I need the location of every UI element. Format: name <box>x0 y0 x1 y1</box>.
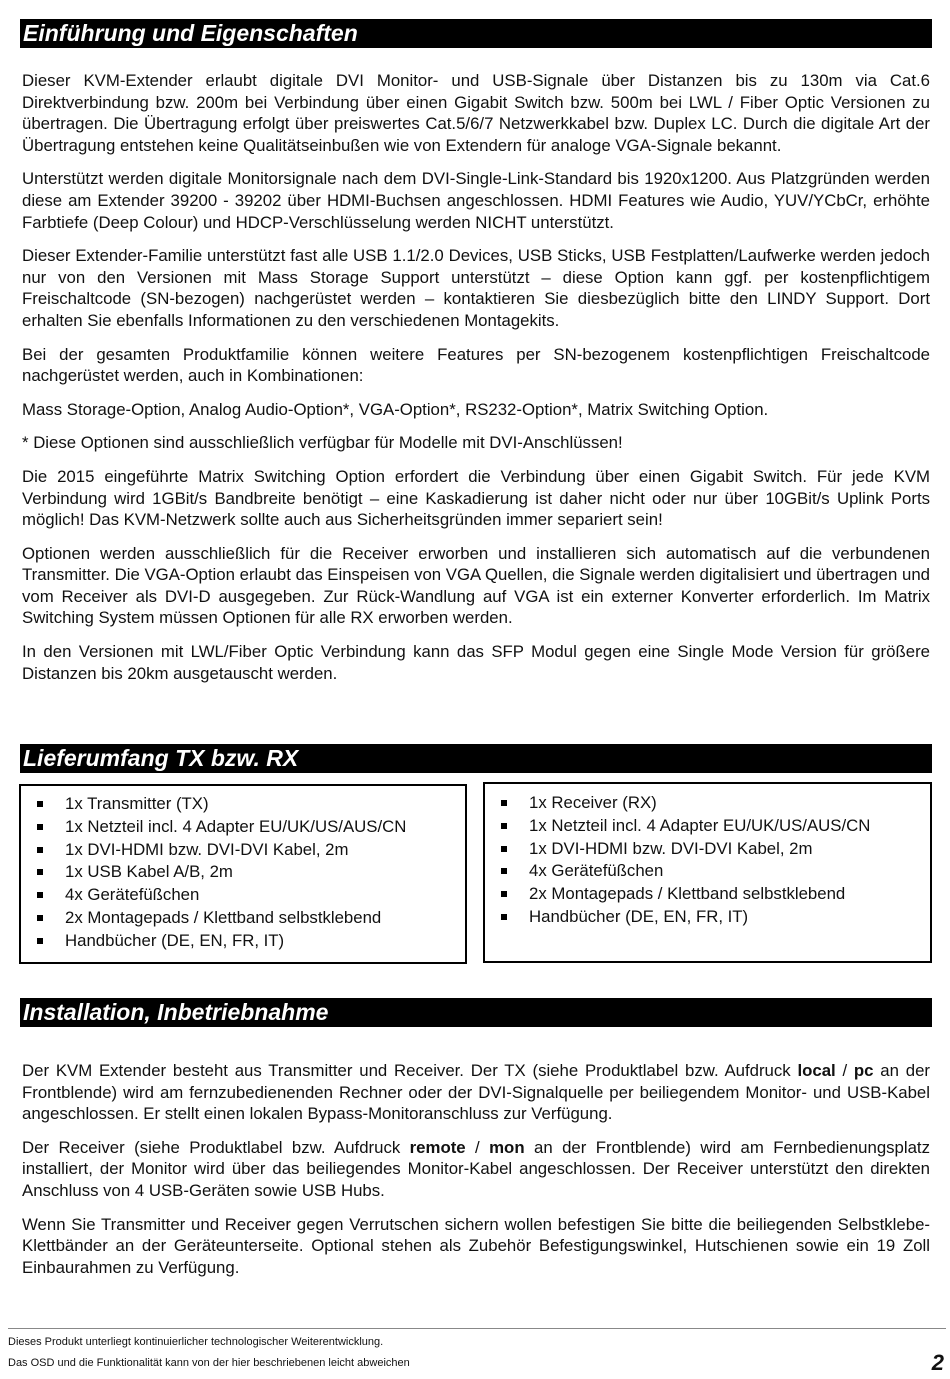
label-remote: remote <box>409 1137 466 1157</box>
paragraph: Optionen werden ausschließlich für die Receiver erworben und installieren sich automatisch auf die verbundenen Transmitter. Die VGA-Option erlaubt das Einspeisen von VGA Quellen, die Signale werden digitalisiert und übertragen und vom Receiver als DVI-D ausgegeben. Zur Rück-Wandlung auf VGA ist ein externer Konverter erforderlich. Im Matrix Switching System müssen Optionen für alle RX erworben werden. <box>22 543 930 628</box>
introduction-body <box>22 70 930 696</box>
list-item: 4x Gerätefüßchen <box>21 884 465 907</box>
paragraph: Bei der gesamten Produktfamilie können weitere Features per SN-bezogenem kostenpflichtigen Freischaltcode nachgerüstet werden, auch in Kombinationen: <box>22 344 930 386</box>
list-item: 1x DVI-HDMI bzw. DVI-DVI Kabel, 2m <box>21 839 465 862</box>
section-heading-installation: Installation, Inbetriebnahme <box>20 998 932 1027</box>
footer-note-1: Dieses Produkt unterliegt kontinuierlicher technologischer Weiterentwicklung. <box>8 1336 384 1348</box>
paragraph: Dieser Extender-Familie unterstützt fast alle USB 1.1/2.0 Devices, USB Sticks, USB Festplatten/Laufwerke werden jedoch nur von den Versionen mit Mass Storage Support unterstützt – diese Option kann ggf. per kostenpflichtigem Freischaltcode (SN-bezogen) nachgerüstet werden – kontaktieren Sie diesbezüglich bitte den LINDY Support. Dort erhalten Sie ebenfalls Informationen zu den verschiedenen Montagekits. <box>22 246 930 330</box>
list-item: 1x Receiver (RX) <box>485 792 930 815</box>
paragraph <box>22 1137 930 1202</box>
text-run: Der Receiver (siehe Produktlabel bzw. Aufdruck <box>22 1137 410 1157</box>
text-run: / <box>465 1137 490 1157</box>
rx-contents-list <box>485 792 930 929</box>
list-item: Handbücher (DE, EN, FR, IT) <box>485 906 930 929</box>
paragraph: * Diese Optionen sind ausschließlich verfügbar für Modelle mit DVI-Anschlüssen! <box>22 433 623 453</box>
rx-contents-box <box>483 782 932 963</box>
installation-body <box>22 1060 930 1290</box>
footer-note-2: Das OSD und die Funktionalität kann von der hier beschriebenen leicht abweichen <box>8 1357 410 1369</box>
paragraph: In den Versionen mit LWL/Fiber Optic Verbindung kann das SFP Modul gegen eine Single Mode Version für größere Distanzen bis 20km ausgetauscht werden. <box>22 642 930 683</box>
label-local: local <box>797 1061 836 1080</box>
list-item: 1x USB Kabel A/B, 2m <box>21 861 465 884</box>
label-pc: pc <box>853 1061 874 1080</box>
list-item: 2x Montagepads / Klettband selbstklebend <box>485 883 930 906</box>
text-run: / <box>835 1061 854 1080</box>
section-heading-package-contents: Lieferumfang TX bzw. RX <box>20 744 932 773</box>
text-run: an der Frontblende) wird am fernzubedienenden Rechner oder der DVI-Signalquelle per beiliegendem Monitor- und USB-Kabel angeschlossen. Er stellt einen lokalen Bypass-Monitoranschluss zur Verfügung. <box>22 1061 930 1124</box>
section-heading-introduction: Einführung und Eigenschaften <box>20 19 932 48</box>
paragraph: Wenn Sie Transmitter und Receiver gegen Verrutschen sichern wollen befestigen Sie bitte die beiliegenden Selbstklebe-Klettbänder an der Geräteunterseite. Optional stehen als Zubehör Befestigungswinkel, Hutschienen sowie ein 19 Zoll Einbaurahmen zu Verfügung. <box>22 1214 930 1277</box>
list-item: 2x Montagepads / Klettband selbstklebend <box>21 907 465 930</box>
page-number: 2 <box>931 1350 944 1375</box>
tx-contents-list <box>21 793 465 953</box>
paragraph: Die 2015 eingeführte Matrix Switching Option erfordert die Verbindung über einen Gigabit Switch. Für jede KVM Verbindung wird 1GBit/s Bandbreite benötigt – eine Kaskadierung ist daher nicht oder nur über 10GBit/s Uplink Ports möglich! Das KVM-Netzwerk sollte auch aus Sicherheitsgründen immer separiert sein! <box>22 466 930 530</box>
text-run: an der Frontblende) wird am Fernbedienungsplatz installiert, der Monitor wird über das beiliegendes Monitor-Kabel angeschlossen. Der Receiver unterstützt den direkten Anschluss von 4 USB-Geräten sowie USB Hubs. <box>22 1137 930 1200</box>
paragraph: Unterstützt werden digitale Monitorsignale nach dem DVI-Single-Link-Standard bis 1920x1200. Aus Platzgründen werden diese am Extender 39200 - 39202 über HDMI-Buchsen angeschlossen. HDMI Features wie Audio, YUV/YCbCr, erhöhte Farbtiefe (Deep Colour) und HDCP-Verschlüsselung werden NICHT unterstützt. <box>22 169 930 232</box>
tx-contents-box <box>19 784 467 964</box>
paragraph <box>22 1060 930 1125</box>
text-run: Der KVM Extender besteht aus Transmitter und Receiver. Der TX (siehe Produktlabel bzw. Aufdruck <box>22 1061 798 1080</box>
list-item: 1x Netzteil incl. 4 Adapter EU/UK/US/AUS/CN <box>21 816 465 839</box>
list-item: Handbücher (DE, EN, FR, IT) <box>21 930 465 953</box>
label-mon: mon <box>489 1137 525 1157</box>
paragraph: Mass Storage-Option, Analog Audio-Option*, VGA-Option*, RS232-Option*, Matrix Switching Option. <box>22 399 769 419</box>
list-item: 1x Transmitter (TX) <box>21 793 465 816</box>
list-item: 1x DVI-HDMI bzw. DVI-DVI Kabel, 2m <box>485 838 930 861</box>
paragraph: Dieser KVM-Extender erlaubt digitale DVI Monitor- und USB-Signale über Distanzen bis zu 130m via Cat.6 Direktverbindung bzw. 200m bei Verbindung über einen Gigabit Switch bzw. 500m bei LWL / Fiber Optic Versionen zu übertragen. Die Übertragung erfolgt über preiswertes Cat.5/6/7 Netzwerkkabel bzw. Duplex LC. Durch die digitale Art der Übertragung entstehen keine Qualitätseinbußen wie von Extendern für analoge VGA-Signale bekannt. <box>22 71 930 155</box>
footer-divider <box>8 1328 946 1329</box>
list-item: 1x Netzteil incl. 4 Adapter EU/UK/US/AUS/CN <box>485 815 930 838</box>
list-item: 4x Gerätefüßchen <box>485 860 930 883</box>
